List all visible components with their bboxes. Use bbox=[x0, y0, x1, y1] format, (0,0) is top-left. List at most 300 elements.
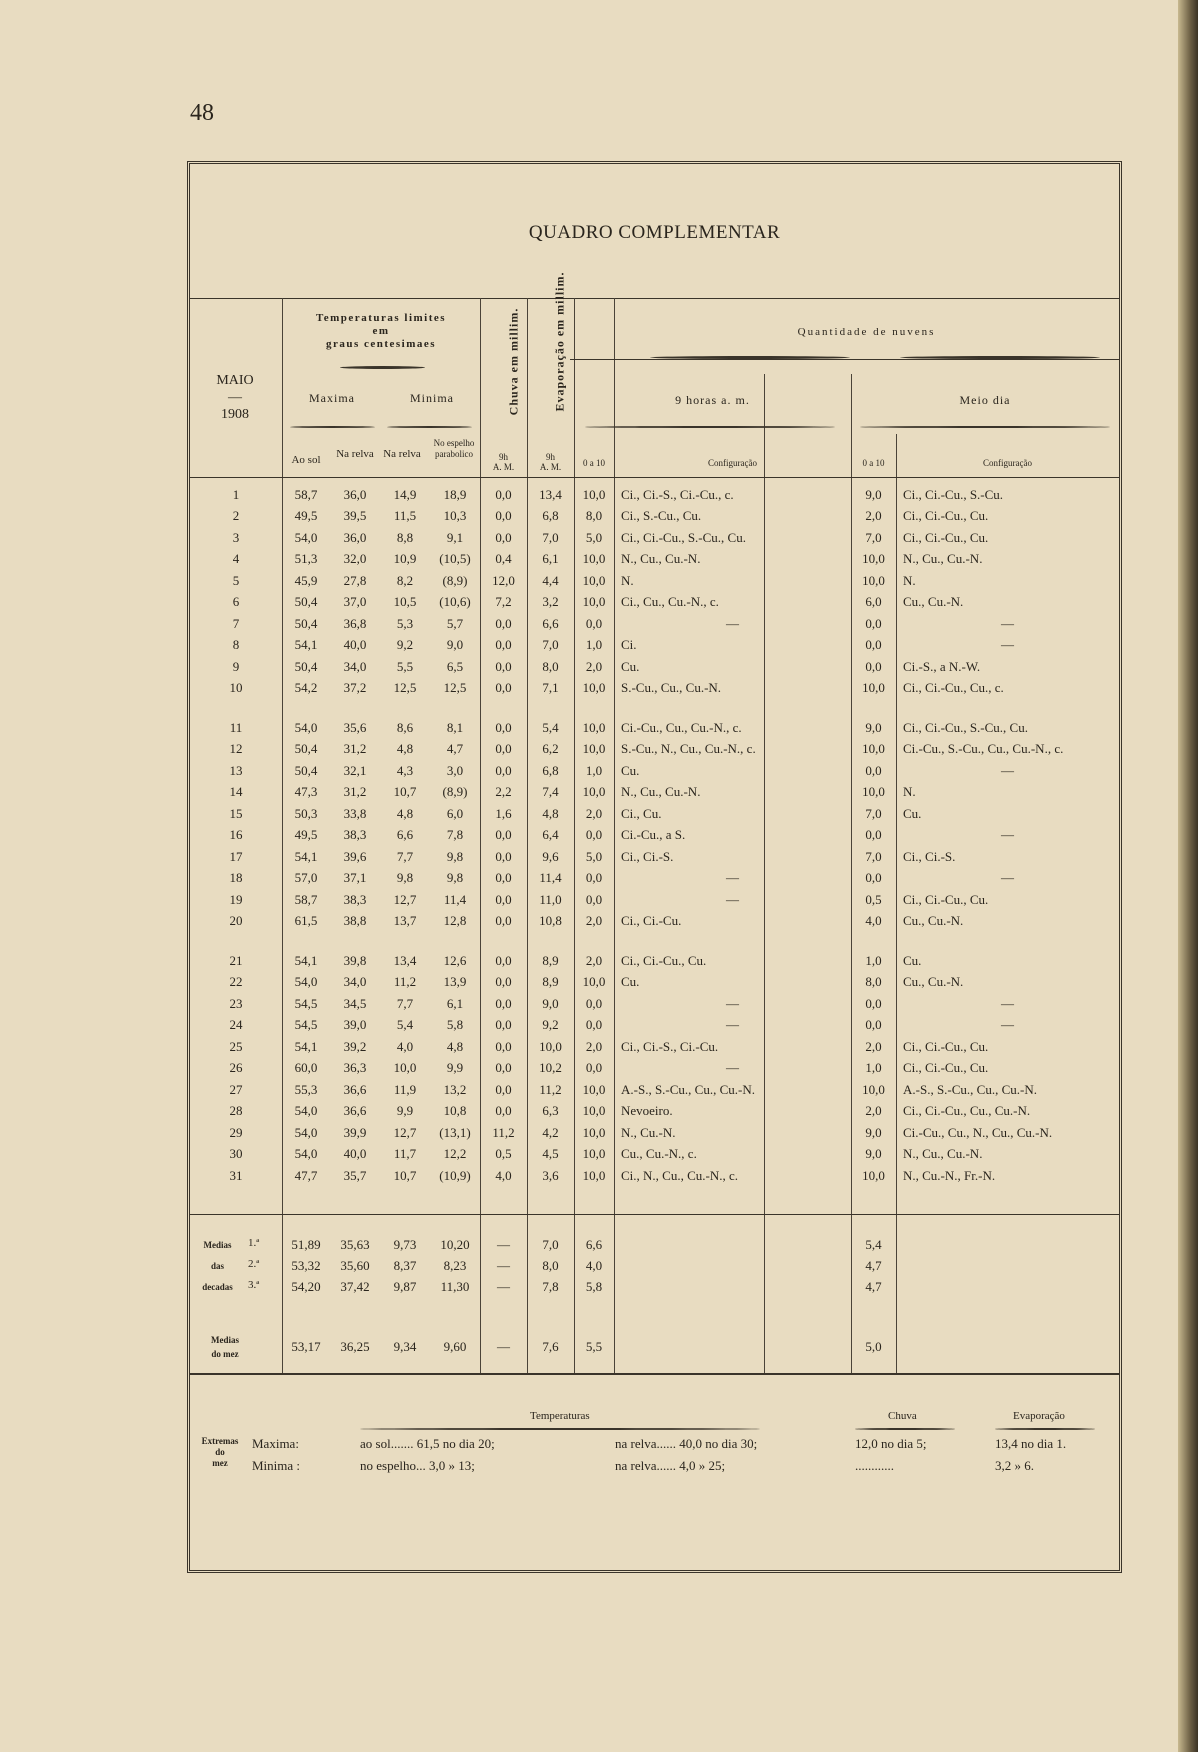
config-header-md: Configuração bbox=[983, 458, 1032, 468]
cell-config-md: Ci., Ci.-Cu., Cu. bbox=[903, 1038, 989, 1054]
cell-evaporacao: 10,8 bbox=[539, 913, 562, 929]
table-row bbox=[190, 613, 1119, 635]
cell-evaporacao: 6,3 bbox=[542, 1103, 559, 1119]
cell-day: 31 bbox=[229, 1167, 243, 1183]
cell-espelho: 8,1 bbox=[446, 719, 464, 735]
cell-max-relva: 39,9 bbox=[343, 1124, 367, 1140]
cell-chuva: 0,0 bbox=[495, 1038, 512, 1054]
config-header-9h: Configuração bbox=[708, 458, 757, 468]
decade-number: 2.ª bbox=[248, 1258, 260, 1270]
cell-evaporacao: 7,4 bbox=[542, 784, 559, 800]
table-row bbox=[190, 656, 1119, 678]
cell-day: 22 bbox=[229, 974, 243, 990]
cell-ao-sol: 54,0 bbox=[294, 1103, 318, 1119]
cell-nuvens-9h: 0,0 bbox=[585, 827, 603, 843]
avg-cell-relva_max: 37,42 bbox=[340, 1279, 370, 1294]
ao-sol-header: Ao sol bbox=[291, 454, 321, 466]
cell-config-md: Cu., Cu.-N. bbox=[903, 594, 964, 610]
cell-day: 21 bbox=[229, 952, 243, 968]
cell-nuvens-md: 7,0 bbox=[865, 848, 882, 864]
table-row bbox=[190, 846, 1119, 868]
cell-ao-sol: 61,5 bbox=[294, 913, 318, 929]
swoosh-rule bbox=[340, 366, 425, 369]
maxima-header: Maxima bbox=[309, 391, 355, 405]
cell-chuva: 0,0 bbox=[495, 719, 512, 735]
cell-espelho: (13,1) bbox=[439, 1124, 471, 1140]
decade-average-row bbox=[190, 1279, 1119, 1299]
cell-day: 17 bbox=[229, 848, 243, 864]
swoosh-rule bbox=[995, 1428, 1095, 1430]
cell-espelho: (8,9) bbox=[442, 784, 468, 800]
cell-day: 14 bbox=[229, 784, 243, 800]
cell-config-md: — bbox=[1001, 827, 1014, 843]
cell-chuva: 2,2 bbox=[495, 784, 512, 800]
avg-cell-sol: 54,20 bbox=[291, 1279, 321, 1294]
extremes-chuva-header: Chuva bbox=[888, 1410, 917, 1422]
swoosh-rule bbox=[360, 1428, 760, 1430]
cell-config-md: A.-S., S.-Cu., Cu., Cu.-N. bbox=[903, 1081, 1037, 1097]
cell-nuvens-9h: 0,0 bbox=[585, 891, 603, 907]
extremes-max-sol: ao sol....... 61,5 no dia 20; bbox=[360, 1436, 495, 1451]
cell-ao-sol: 54,1 bbox=[294, 637, 318, 653]
cell-min-relva: 7,7 bbox=[396, 995, 414, 1011]
cell-ao-sol: 49,5 bbox=[294, 827, 318, 843]
cell-nuvens-md: 10,0 bbox=[862, 680, 885, 696]
table-row bbox=[190, 739, 1119, 761]
cell-ao-sol: 60,0 bbox=[294, 1060, 318, 1076]
cell-max-relva: 39,6 bbox=[343, 848, 367, 864]
temp-group-header: Temperaturas limites em graus centesimaes bbox=[315, 312, 447, 350]
avg-cell-chuva: — bbox=[497, 1237, 510, 1252]
cell-nuvens-md: 0,0 bbox=[865, 870, 882, 886]
cell-config-md: Ci., Ci.-Cu., Cu. bbox=[903, 529, 989, 545]
cell-max-relva: 35,7 bbox=[343, 1167, 367, 1183]
cell-evaporacao: 6,8 bbox=[542, 508, 559, 524]
cell-min-relva: 11,9 bbox=[393, 1081, 417, 1097]
cell-nuvens-9h: 5,0 bbox=[585, 529, 603, 545]
cell-ao-sol: 54,0 bbox=[294, 1146, 318, 1162]
cell-min-relva: 4,3 bbox=[396, 762, 414, 778]
cell-nuvens-9h: 2,0 bbox=[585, 805, 603, 821]
cell-evaporacao: 6,1 bbox=[542, 551, 559, 567]
cell-config-md: — bbox=[1001, 762, 1014, 778]
table-row bbox=[190, 803, 1119, 825]
cell-evaporacao: 8,9 bbox=[542, 974, 559, 990]
table-row bbox=[190, 972, 1119, 994]
decade-number: 1.ª bbox=[248, 1237, 260, 1249]
cell-min-relva: 9,9 bbox=[396, 1103, 414, 1119]
cell-nuvens-9h: 10,0 bbox=[582, 594, 606, 610]
cell-max-relva: 34,0 bbox=[343, 974, 367, 990]
cell-espelho: 5,8 bbox=[446, 1017, 464, 1033]
cell-config-md: Ci.-Cu., S.-Cu., Cu., Cu.-N., c. bbox=[903, 741, 1064, 757]
cell-espelho: 11,4 bbox=[443, 891, 467, 907]
cell-min-relva: 5,5 bbox=[396, 658, 414, 674]
evaporacao-header: Evaporação em millim. bbox=[552, 271, 567, 412]
cell-nuvens-md: 1,0 bbox=[865, 1060, 882, 1076]
cell-day: 12 bbox=[229, 741, 243, 757]
extremes-max-relva: na relva...... 40,0 no dia 30; bbox=[615, 1436, 758, 1451]
swoosh-rule bbox=[387, 426, 472, 428]
cell-espelho: 6,5 bbox=[446, 658, 464, 674]
cell-chuva: 7,2 bbox=[495, 594, 512, 610]
table-row bbox=[190, 592, 1119, 614]
cell-config-md: Ci., Ci.-Cu., Cu., c. bbox=[903, 680, 1004, 696]
cell-max-relva: 36,3 bbox=[343, 1060, 367, 1076]
avg-cell-sol: 51,89 bbox=[291, 1237, 321, 1252]
cell-max-relva: 27,8 bbox=[343, 572, 367, 588]
cell-config-9h: Ci., Ci.-Cu. bbox=[621, 913, 682, 929]
cell-min-relva: 11,5 bbox=[393, 508, 417, 524]
cell-chuva: 0,0 bbox=[495, 658, 512, 674]
cell-day: 10 bbox=[229, 680, 243, 696]
cell-config-md: — bbox=[1001, 995, 1014, 1011]
cell-day: 19 bbox=[229, 891, 243, 907]
cell-max-relva: 38,8 bbox=[343, 913, 367, 929]
cell-chuva: 0,0 bbox=[495, 995, 512, 1011]
cell-config-9h: Ci., Ci.-S. bbox=[621, 848, 674, 864]
table-row bbox=[190, 868, 1119, 890]
cell-nuvens-md: 0,0 bbox=[865, 658, 882, 674]
cell-espelho: 9,0 bbox=[446, 637, 464, 653]
cell-ao-sol: 57,0 bbox=[294, 870, 318, 886]
cell-espelho: 4,8 bbox=[446, 1038, 464, 1054]
table-row bbox=[190, 635, 1119, 657]
extremes-min-relva: na relva...... 4,0 » 25; bbox=[615, 1458, 726, 1473]
cell-max-relva: 36,8 bbox=[343, 615, 367, 631]
cell-chuva: 0,0 bbox=[495, 637, 512, 653]
cell-nuvens-9h: 2,0 bbox=[585, 952, 603, 968]
cell-config-md: — bbox=[1001, 1017, 1014, 1033]
cell-config-9h: — bbox=[726, 615, 739, 631]
table-row bbox=[190, 782, 1119, 804]
cell-ao-sol: 58,7 bbox=[294, 891, 318, 907]
cell-config-9h: Ci., Cu., Cu.-N., c. bbox=[621, 594, 719, 610]
header-bottom-rule bbox=[190, 477, 1119, 478]
month-average-label: Medias do mez bbox=[211, 1335, 239, 1359]
cell-evaporacao: 8,0 bbox=[542, 658, 559, 674]
cell-chuva: 0,0 bbox=[495, 827, 512, 843]
cell-nuvens-md: 10,0 bbox=[862, 784, 885, 800]
cell-ao-sol: 54,1 bbox=[294, 952, 318, 968]
cell-chuva: 0,0 bbox=[495, 508, 512, 524]
table-row bbox=[190, 889, 1119, 911]
cell-min-relva: 8,6 bbox=[396, 719, 414, 735]
cell-nuvens-md: 10,0 bbox=[862, 741, 885, 757]
cell-nuvens-9h: 10,0 bbox=[582, 741, 606, 757]
cell-config-9h: Ci., Ci.-S., Ci.-Cu. bbox=[621, 1038, 719, 1054]
extremes-min-label: Minima : bbox=[252, 1458, 301, 1473]
avg-cell-nuvmd: 5,4 bbox=[865, 1237, 882, 1252]
cell-max-relva: 32,1 bbox=[343, 762, 367, 778]
cell-min-relva: 10,7 bbox=[393, 1167, 417, 1183]
cell-min-relva: 10,0 bbox=[393, 1060, 417, 1076]
cell-chuva: 0,5 bbox=[495, 1146, 512, 1162]
avg-cell-chuva: — bbox=[497, 1258, 510, 1273]
cell-evaporacao: 7,0 bbox=[542, 637, 559, 653]
cell-espelho: 9,8 bbox=[446, 848, 464, 864]
cell-max-relva: 37,2 bbox=[343, 680, 367, 696]
cell-day: 15 bbox=[229, 805, 243, 821]
avg-cell-nuv9: 5,8 bbox=[585, 1279, 603, 1294]
cell-nuvens-9h: 10,0 bbox=[582, 1103, 606, 1119]
cell-min-relva: 14,9 bbox=[393, 486, 417, 502]
cell-config-9h: Ci., S.-Cu., Cu. bbox=[621, 508, 702, 524]
cell-config-9h: N., Cu.-N. bbox=[621, 1124, 676, 1140]
cell-config-9h: N., Cu., Cu.-N. bbox=[621, 551, 701, 567]
decade-spacer bbox=[190, 932, 1119, 950]
cell-config-9h: — bbox=[726, 870, 739, 886]
cell-config-9h: Ci., Ci.-Cu., Cu. bbox=[621, 952, 707, 968]
cell-nuvens-md: 10,0 bbox=[862, 1081, 885, 1097]
table-row bbox=[190, 527, 1119, 549]
cell-evaporacao: 6,8 bbox=[542, 762, 559, 778]
cell-evaporacao: 9,6 bbox=[542, 848, 559, 864]
swoosh-rule bbox=[900, 356, 1100, 359]
cell-ao-sol: 45,9 bbox=[294, 572, 318, 588]
cell-espelho: (8,9) bbox=[442, 572, 468, 588]
cell-config-md: Cu., Cu.-N. bbox=[903, 913, 964, 929]
cell-min-relva: 10,7 bbox=[393, 784, 417, 800]
cell-ao-sol: 54,5 bbox=[294, 1017, 318, 1033]
cell-nuvens-9h: 10,0 bbox=[582, 1124, 606, 1140]
cell-config-md: Ci.-S., a N.-W. bbox=[903, 658, 981, 674]
cell-config-9h: S.-Cu., Cu., Cu.-N. bbox=[621, 680, 722, 696]
cell-max-relva: 32,0 bbox=[343, 551, 367, 567]
cell-nuvens-9h: 10,0 bbox=[582, 719, 606, 735]
avg-cell-relva_max: 36,25 bbox=[340, 1339, 370, 1354]
cell-max-relva: 34,0 bbox=[343, 658, 367, 674]
cell-evaporacao: 3,2 bbox=[542, 594, 559, 610]
cell-chuva: 0,4 bbox=[495, 551, 512, 567]
cell-chuva: 1,6 bbox=[495, 805, 512, 821]
cell-config-md: Cu. bbox=[903, 805, 922, 821]
cell-config-md: N., Cu., Cu.-N. bbox=[903, 1146, 983, 1162]
cell-espelho: 18,9 bbox=[443, 486, 467, 502]
avg-cell-nuvmd: 5,0 bbox=[865, 1339, 882, 1354]
cell-espelho: 12,8 bbox=[443, 913, 467, 929]
cell-config-md: Ci.-Cu., Cu., N., Cu., Cu.-N. bbox=[903, 1124, 1053, 1140]
cell-chuva: 0,0 bbox=[495, 529, 512, 545]
cell-config-9h: Cu. bbox=[621, 762, 640, 778]
cell-evaporacao: 4,4 bbox=[542, 572, 559, 588]
table-row bbox=[190, 549, 1119, 571]
cell-config-md: N., Cu., Cu.-N. bbox=[903, 551, 983, 567]
cell-config-md: Ci., Ci.-Cu., Cu. bbox=[903, 508, 989, 524]
cell-max-relva: 37,1 bbox=[343, 870, 367, 886]
cell-nuvens-md: 10,0 bbox=[862, 551, 885, 567]
avg-cell-evap: 7,6 bbox=[542, 1339, 559, 1354]
cell-ao-sol: 54,1 bbox=[294, 848, 318, 864]
cell-day: 27 bbox=[229, 1081, 243, 1097]
cell-chuva: 0,0 bbox=[495, 974, 512, 990]
cell-max-relva: 39,0 bbox=[343, 1017, 367, 1033]
avg-cell-sol: 53,32 bbox=[291, 1258, 321, 1273]
table-row bbox=[190, 950, 1119, 972]
cell-min-relva: 5,3 bbox=[396, 615, 414, 631]
cell-ao-sol: 49,5 bbox=[294, 508, 318, 524]
cell-day: 20 bbox=[229, 913, 243, 929]
swoosh-rule bbox=[860, 426, 1110, 428]
cell-day: 18 bbox=[229, 870, 243, 886]
cell-chuva: 4,0 bbox=[495, 1167, 512, 1183]
cell-nuvens-md: 1,0 bbox=[865, 952, 882, 968]
period-header: MAIO — 1908 bbox=[216, 373, 254, 422]
extremes-max-label: Maxima: bbox=[252, 1436, 299, 1451]
table-row bbox=[190, 570, 1119, 592]
avg-cell-relva_min: 8,37 bbox=[393, 1258, 417, 1273]
swoosh-rule bbox=[585, 426, 835, 428]
cell-chuva: 0,0 bbox=[495, 1017, 512, 1033]
cell-min-relva: 4,0 bbox=[396, 1038, 414, 1054]
cell-evaporacao: 11,2 bbox=[539, 1081, 562, 1097]
cell-chuva: 0,0 bbox=[495, 913, 512, 929]
cell-chuva: 11,2 bbox=[492, 1124, 515, 1140]
table-row bbox=[190, 1015, 1119, 1037]
cell-nuvens-9h: 0,0 bbox=[585, 1017, 603, 1033]
table-row bbox=[190, 1036, 1119, 1058]
cell-ao-sol: 50,3 bbox=[294, 805, 318, 821]
avg-cell-relva_max: 35,60 bbox=[340, 1258, 370, 1273]
swoosh-rule bbox=[290, 426, 375, 428]
cell-evaporacao: 9,0 bbox=[542, 995, 559, 1011]
cell-ao-sol: 50,4 bbox=[294, 594, 318, 610]
cell-nuvens-9h: 10,0 bbox=[582, 680, 606, 696]
cell-nuvens-9h: 0,0 bbox=[585, 870, 603, 886]
cell-day: 23 bbox=[229, 995, 243, 1011]
cell-evaporacao: 13,4 bbox=[539, 486, 562, 502]
cell-min-relva: 4,8 bbox=[396, 805, 414, 821]
cell-config-9h: N. bbox=[621, 572, 634, 588]
cell-espelho: 5,7 bbox=[446, 615, 464, 631]
cell-config-md: Ci., Ci.-Cu., S.-Cu., Cu. bbox=[903, 719, 1028, 735]
cell-nuvens-md: 0,5 bbox=[865, 891, 882, 907]
cell-min-relva: 4,8 bbox=[396, 741, 414, 757]
extremes-label: Extremas do mez bbox=[201, 1436, 239, 1468]
cell-espelho: 12,2 bbox=[443, 1146, 467, 1162]
cell-config-9h: Nevoeiro. bbox=[621, 1103, 673, 1119]
cell-nuvens-9h: 0,0 bbox=[585, 995, 603, 1011]
cell-nuvens-md: 0,0 bbox=[865, 615, 882, 631]
table-row bbox=[190, 717, 1119, 739]
cell-nuvens-md: 10,0 bbox=[862, 1167, 885, 1183]
cell-espelho: (10,5) bbox=[439, 551, 471, 567]
avg-cell-nuv9: 6,6 bbox=[585, 1237, 603, 1252]
cell-espelho: 10,8 bbox=[443, 1103, 467, 1119]
avg-cell-espelho: 8,23 bbox=[443, 1258, 467, 1273]
cell-espelho: 6,1 bbox=[446, 995, 464, 1011]
cell-nuvens-md: 9,0 bbox=[865, 1124, 882, 1140]
cell-evaporacao: 5,4 bbox=[542, 719, 559, 735]
cell-nuvens-9h: 10,0 bbox=[582, 486, 606, 502]
cell-config-9h: Ci., N., Cu., Cu.-N., c. bbox=[621, 1167, 738, 1183]
cell-max-relva: 36,0 bbox=[343, 529, 367, 545]
table-row bbox=[190, 506, 1119, 528]
cell-ao-sol: 47,3 bbox=[294, 784, 318, 800]
page-edge-shadow bbox=[1178, 0, 1198, 1752]
cell-ao-sol: 54,1 bbox=[294, 1038, 318, 1054]
cell-config-9h: Ci., Cu. bbox=[621, 805, 662, 821]
cell-day: 4 bbox=[232, 551, 240, 567]
cell-ao-sol: 50,4 bbox=[294, 762, 318, 778]
avg-cell-relva_min: 9,87 bbox=[393, 1279, 417, 1294]
decade-spacer bbox=[190, 699, 1119, 717]
cell-min-relva: 5,4 bbox=[396, 1017, 414, 1033]
cell-nuvens-md: 9,0 bbox=[865, 1146, 882, 1162]
cell-config-md: Ci., Ci.-Cu., Cu., Cu.-N. bbox=[903, 1103, 1031, 1119]
nuvens-rule bbox=[570, 359, 1119, 360]
cell-day: 11 bbox=[229, 719, 243, 735]
cell-config-9h: Ci., Ci.-S., Ci.-Cu., c. bbox=[621, 486, 734, 502]
cell-config-md: Cu. bbox=[903, 952, 922, 968]
table-row bbox=[190, 760, 1119, 782]
cell-nuvens-md: 7,0 bbox=[865, 529, 882, 545]
nove-horas-header: 9 horas a. m. bbox=[675, 393, 750, 407]
table-row bbox=[190, 993, 1119, 1015]
scale-header-md: 0 a 10 bbox=[862, 458, 885, 468]
cell-config-md: Ci., Ci.-Cu., Cu. bbox=[903, 891, 989, 907]
cell-nuvens-9h: 10,0 bbox=[582, 974, 606, 990]
cell-evaporacao: 6,6 bbox=[542, 615, 559, 631]
cell-day: 1 bbox=[232, 486, 240, 502]
avg-cell-nuvmd: 4,7 bbox=[865, 1258, 882, 1273]
cell-nuvens-md: 9,0 bbox=[865, 719, 882, 735]
avg-cell-nuvmd: 4,7 bbox=[865, 1279, 882, 1294]
avg-cell-relva_max: 35,63 bbox=[340, 1237, 370, 1252]
cell-config-md: — bbox=[1001, 615, 1014, 631]
cell-config-9h: Cu. bbox=[621, 658, 640, 674]
cell-espelho: 9,8 bbox=[446, 870, 464, 886]
cell-espelho: 9,1 bbox=[446, 529, 464, 545]
cell-espelho: 4,7 bbox=[446, 741, 464, 757]
cell-evaporacao: 9,2 bbox=[542, 1017, 559, 1033]
cell-config-md: N. bbox=[903, 784, 916, 800]
cell-chuva: 0,0 bbox=[495, 680, 512, 696]
cell-ao-sol: 54,2 bbox=[294, 680, 318, 696]
cell-ao-sol: 54,0 bbox=[294, 1124, 318, 1140]
cell-day: 30 bbox=[229, 1146, 243, 1162]
avg-cell-chuva: — bbox=[497, 1339, 510, 1354]
cell-config-9h: Cu., Cu.-N., c. bbox=[621, 1146, 697, 1162]
cell-nuvens-9h: 1,0 bbox=[585, 762, 603, 778]
cell-config-9h: N., Cu., Cu.-N. bbox=[621, 784, 701, 800]
avg-cell-evap: 7,8 bbox=[542, 1279, 559, 1294]
cell-config-md: Ci., Ci.-Cu., S.-Cu. bbox=[903, 486, 1004, 502]
cell-evaporacao: 3,6 bbox=[542, 1167, 559, 1183]
swoosh-rule bbox=[650, 356, 850, 359]
decade-average-row bbox=[190, 1237, 1119, 1257]
cell-nuvens-md: 2,0 bbox=[865, 1038, 882, 1054]
cell-evaporacao: 4,2 bbox=[542, 1124, 559, 1140]
cell-nuvens-md: 9,0 bbox=[865, 486, 882, 502]
table-row bbox=[190, 1165, 1119, 1187]
extremes-top-rule bbox=[190, 1373, 1119, 1375]
table-row bbox=[190, 484, 1119, 506]
cell-config-9h: — bbox=[726, 1017, 739, 1033]
cell-nuvens-md: 2,0 bbox=[865, 1103, 882, 1119]
table-row bbox=[190, 1122, 1119, 1144]
extremes-max-chuva: 12,0 no dia 5; bbox=[855, 1436, 927, 1451]
cell-ao-sol: 50,4 bbox=[294, 741, 318, 757]
cell-espelho: 13,2 bbox=[443, 1081, 467, 1097]
cell-max-relva: 37,0 bbox=[343, 594, 367, 610]
avg-cell-nuv9: 4,0 bbox=[585, 1258, 603, 1273]
avg-cell-sol: 53,17 bbox=[291, 1339, 321, 1354]
title-divider bbox=[190, 298, 1119, 299]
nuvens-group-header: Quantidade de nuvens bbox=[797, 326, 936, 338]
table-row bbox=[190, 678, 1119, 700]
chuva-header: Chuva em millim. bbox=[506, 307, 521, 416]
